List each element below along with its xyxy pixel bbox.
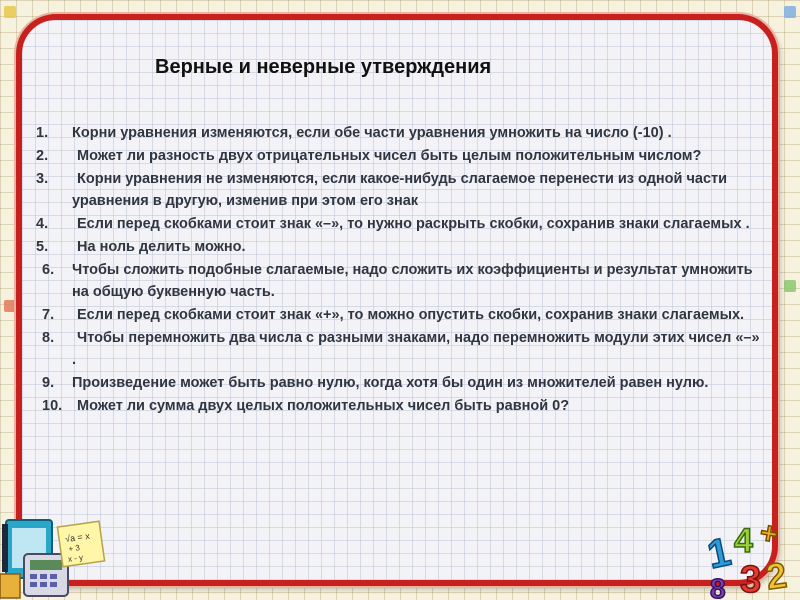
decor-square <box>784 280 796 292</box>
digit-icon: + <box>757 516 781 552</box>
item-text: Чтобы сложить подобные слагаемые, надо сложить их коэффициенты и результат умножить на общую буквенную часть. <box>72 262 753 300</box>
item-text: Произведение может быть равно нулю, когда хотя бы один из множителей равен нулю. <box>72 375 709 391</box>
item-text: Если перед скобками стоит знак «–», то нужно раскрыть скобки, сохранив знаки слагаемых . <box>77 216 750 232</box>
item-text: Может ли сумма двух целых положительных чисел быть равной 0? <box>77 398 570 414</box>
svg-text:x - y: x - y <box>67 552 84 564</box>
item-number: 6. <box>42 262 55 278</box>
statement-list <box>30 122 765 418</box>
decor-square <box>4 6 16 18</box>
list-item <box>30 168 765 212</box>
digit-icon: 2 <box>763 554 790 598</box>
item-number: 8. <box>42 330 55 346</box>
item-text: Корни уравнения изменяются, если обе части уравнения умножить на число (-10) . <box>72 125 672 141</box>
list-item <box>30 327 765 371</box>
item-text: Чтобы перемножить два числа с разными знаками, надо перемножить модули этих чисел «–» . <box>72 330 760 368</box>
page-title: Верные и неверные утверждения <box>155 56 492 78</box>
item-number: 4. <box>36 216 49 232</box>
ruler-icon <box>0 574 20 598</box>
list-item <box>30 145 765 167</box>
item-number: 10. <box>42 398 63 414</box>
list-item <box>30 372 765 394</box>
digit-icon: 1 <box>703 529 735 578</box>
decor-square <box>784 6 796 18</box>
svg-text:+ 3: + 3 <box>67 543 81 554</box>
numbers-clipart <box>700 508 800 600</box>
list-item <box>30 213 765 235</box>
item-number: 3. <box>36 171 49 187</box>
note-paper-icon <box>57 521 104 566</box>
item-text: Если перед скобками стоит знак «+», то можно опустить скобки, сохранив знаки слагаемых. <box>77 307 745 323</box>
list-item <box>30 122 765 144</box>
item-text: На ноль делить можно. <box>77 239 246 255</box>
item-number: 1. <box>36 125 49 141</box>
item-number: 9. <box>42 375 55 391</box>
digit-icon: 8 <box>710 573 726 600</box>
item-text: Может ли разность двух отрицательных чисел быть целым положительным числом? <box>77 148 702 164</box>
item-text: Корни уравнения не изменяются, если какое-нибудь слагаемое перенести из одной части уравнения в другую, изменив при этом его знак <box>72 171 728 209</box>
decor-square <box>4 300 16 312</box>
item-number: 5. <box>36 239 49 255</box>
item-number: 2. <box>36 148 49 164</box>
list-item <box>30 259 765 303</box>
school-supplies-clipart <box>0 510 110 600</box>
svg-text:√a = x: √a = x <box>64 530 91 545</box>
list-item <box>30 304 765 326</box>
digit-icon: 4 <box>734 522 753 560</box>
digit-icon: 3 <box>740 559 762 600</box>
list-item <box>30 395 765 417</box>
item-number: 7. <box>42 307 55 323</box>
list-item <box>30 236 765 258</box>
